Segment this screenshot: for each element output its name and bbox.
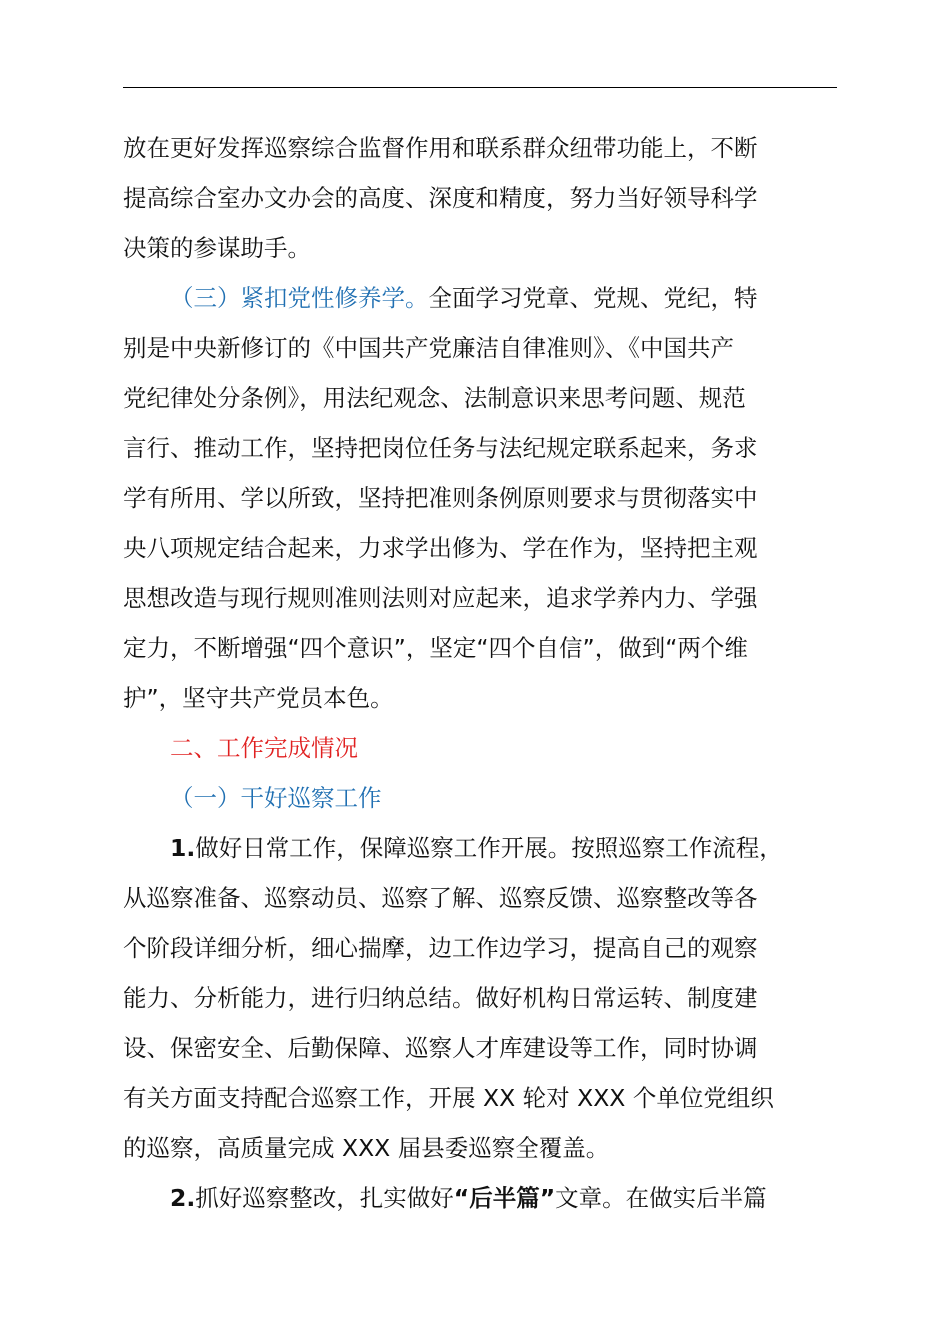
text-line: 个阶段详细分析，细心揣摩，边工作边学习，提高自己的观察 bbox=[123, 934, 758, 962]
text-line: 思想改造与现行规则准则法则对应起来，追求学养内力、学强 bbox=[123, 584, 758, 612]
item-paragraph-start bbox=[123, 823, 843, 873]
text-segment: 全面学习党章、党规、党纪，特 bbox=[428, 284, 758, 312]
text-line: 学有所用、学以所致，坚持把准则条例原则要求与贯彻落实中 bbox=[123, 484, 758, 512]
quoted-term: “后半篇” bbox=[453, 1184, 556, 1212]
text-line: 别是中央新修订的《中国共产党廉洁自律准则》、《中国共产 bbox=[123, 334, 734, 362]
item-paragraph-start bbox=[123, 1173, 843, 1223]
item-number: 2. bbox=[170, 1184, 196, 1212]
text-segment: 文章。在做实后半篇 bbox=[555, 1184, 767, 1212]
text-segment: 做好日常工作，保障巡察工作开展。按照巡察工作流程， bbox=[195, 834, 783, 862]
text-line: 提高综合室办文办会的高度、深度和精度，努力当好领导科学 bbox=[123, 184, 758, 212]
text-line: 的巡察，高质量完成 XXX 届县委巡察全覆盖。 bbox=[123, 1134, 610, 1162]
document-body bbox=[123, 123, 843, 1223]
text-segment: 抓好巡察整改，扎实做好 bbox=[195, 1184, 454, 1212]
text-line: 能力、分析能力，进行归纳总结。做好机构日常运转、制度建 bbox=[123, 984, 758, 1012]
text-line: 央八项规定结合起来，力求学出修为、学在作为，坚持把主观 bbox=[123, 534, 758, 562]
text-line: 决策的参谋助手。 bbox=[123, 234, 311, 262]
section-paragraph-start bbox=[123, 273, 843, 323]
text-line: 护”，坚守共产党员本色。 bbox=[123, 684, 394, 712]
subsection-heading: （一）干好巡察工作 bbox=[170, 784, 382, 812]
text-line: 定力，不断增强“四个意识”，坚定“四个自信”，做到“两个维 bbox=[123, 634, 748, 662]
item-number: 1. bbox=[170, 834, 196, 862]
text-line: 党纪律处分条例》，用法纪观念、法制意识来思考问题、规范 bbox=[123, 384, 746, 412]
text-line: 从巡察准备、巡察动员、巡察了解、巡察反馈、巡察整改等各 bbox=[123, 884, 758, 912]
text-line: 设、保密安全、后勤保障、巡察人才库建设等工作，同时协调 bbox=[123, 1034, 758, 1062]
text-line: 有关方面支持配合巡察工作，开展 XX 轮对 XXX 个单位党组织 bbox=[123, 1084, 774, 1112]
text-line: 言行、推动工作，坚持把岗位任务与法纪规定联系起来，务求 bbox=[123, 434, 758, 462]
chapter-heading: 二、工作完成情况 bbox=[170, 734, 358, 762]
section-heading-3: （三）紧扣党性修养学。 bbox=[170, 284, 429, 312]
text-line: 放在更好发挥巡察综合监督作用和联系群众纽带功能上，不断 bbox=[123, 134, 758, 162]
header-rule bbox=[123, 87, 837, 88]
